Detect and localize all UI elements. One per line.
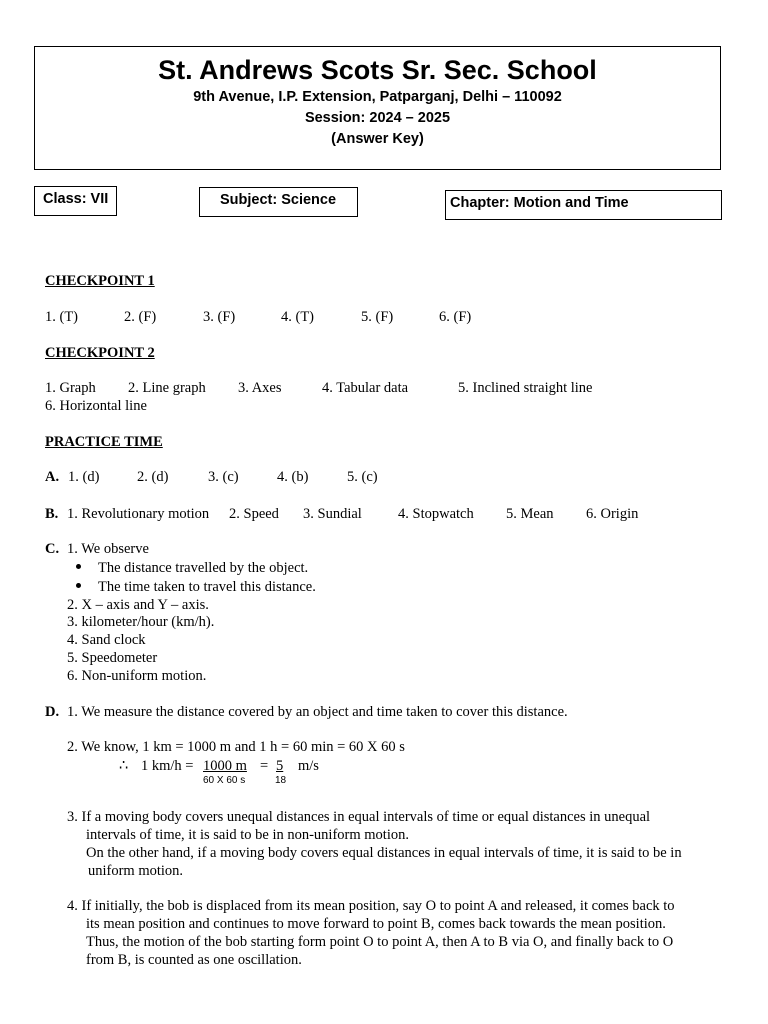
section-c-item: 4. Sand clock — [67, 632, 146, 648]
section-b-answer: 2. Speed — [229, 506, 279, 522]
section-b-answer: 3. Sundial — [303, 506, 362, 522]
section-b-answer: 4. Stopwatch — [398, 506, 474, 522]
school-header — [34, 46, 721, 170]
equation-unit: m/s — [298, 758, 319, 774]
section-c-bullet: The distance travelled by the object. — [98, 560, 309, 576]
section-c-item: 6. Non-uniform motion. — [67, 668, 207, 684]
bullet-icon — [76, 564, 81, 569]
section-d-answer-3-line: On the other hand, if a moving body covers equal distances in equal intervals of time, it is said to be in — [86, 845, 682, 861]
session-line: Session: 2024 – 2025 — [304, 110, 451, 126]
school-address: 9th Avenue, I.P. Extension, Patparganj, Delhi – 110092 — [193, 89, 562, 105]
section-c-item: 2. X – axis and Y – axis. — [67, 597, 209, 613]
subject-box: Subject: Science — [199, 187, 358, 217]
section-d-answer-4-line: Thus, the motion of the bob starting form point O to point A, then A to B via O, and finally back to O — [86, 934, 674, 950]
section-d-answer-4-line: 4. If initially, the bob is displaced from its mean position, say O to point A and released, it comes back to — [67, 898, 675, 914]
equation-equals: = — [260, 758, 269, 774]
section-b-label: B. — [45, 506, 59, 522]
section-d-answer-3-line: intervals of time, it is said to be in non-uniform motion. — [86, 827, 409, 843]
checkpoint1-answer: 2. (F) — [124, 309, 157, 325]
practice-heading: PRACTICE TIME — [45, 434, 163, 450]
section-b-answer: 1. Revolutionary motion — [67, 506, 210, 522]
section-a-answer: 4. (b) — [277, 469, 309, 485]
checkpoint1-answer: 1. (T) — [45, 309, 79, 325]
checkpoint2-answer: 3. Axes — [238, 380, 282, 396]
checkpoint1-answer: 6. (F) — [439, 309, 472, 325]
section-c-item: 3. kilometer/hour (km/h). — [67, 614, 215, 630]
equation-denominator-2: 18 — [275, 775, 287, 786]
checkpoint2-answer: 1. Graph — [45, 380, 96, 396]
section-a-answer: 3. (c) — [208, 469, 239, 485]
section-a-answer: 2. (d) — [137, 469, 169, 485]
section-d-label: D. — [45, 704, 60, 720]
checkpoint2-answer: 6. Horizontal line — [45, 398, 147, 414]
section-c-item: 5. Speedometer — [67, 650, 158, 666]
section-c-label: C. — [45, 541, 60, 557]
section-d-answer-4-line: its mean position and continues to move forward to point B, comes back towards the mean position. — [86, 916, 666, 932]
section-b-answer: 5. Mean — [506, 506, 554, 522]
checkpoint2-heading: CHECKPOINT 2 — [45, 345, 155, 361]
chapter-box: Chapter: Motion and Time — [445, 190, 722, 220]
section-a-answer: 1. (d) — [68, 469, 100, 485]
section-a-answer: 5. (c) — [347, 469, 378, 485]
checkpoint1-heading: CHECKPOINT 1 — [45, 273, 155, 289]
equation-numerator-2: 5 — [276, 758, 284, 774]
school-name: St. Andrews Scots Sr. Sec. School — [158, 55, 597, 85]
class-box: Class: VII — [34, 186, 117, 216]
section-c-item: 1. We observe — [67, 541, 149, 557]
section-c-bullet: The time taken to travel this distance. — [98, 579, 316, 595]
section-d-answer-2: 2. We know, 1 km = 1000 m and 1 h = 60 min = 60 X 60 s — [67, 739, 405, 755]
section-d-answer-3-line: 3. If a moving body covers unequal distances in equal intervals of time or equal distances in unequal — [67, 809, 651, 825]
equation-denominator-1: 60 X 60 s — [203, 775, 246, 786]
checkpoint1-answer: 3. (F) — [203, 309, 236, 325]
checkpoint2-answer: 5. Inclined straight line — [458, 380, 593, 396]
equation-numerator-1: 1000 m — [203, 758, 247, 774]
equation-lhs: 1 km/h = — [141, 758, 194, 774]
checkpoint2-answer: 4. Tabular data — [322, 380, 409, 396]
section-d-answer-4-line: from B, is counted as one oscillation. — [86, 952, 302, 968]
section-b-answer: 6. Origin — [586, 506, 639, 522]
checkpoint2-answer: 2. Line graph — [128, 380, 206, 396]
document-type: (Answer Key) — [331, 131, 424, 147]
section-d-answer-1: 1. We measure the distance covered by an object and time taken to cover this distance. — [67, 704, 568, 720]
section-d-answer-3-line: uniform motion. — [88, 863, 184, 879]
checkpoint1-answer: 5. (F) — [361, 309, 394, 325]
therefore-symbol: ∴ — [119, 758, 129, 774]
bullet-icon — [76, 583, 81, 588]
checkpoint1-answer: 4. (T) — [281, 309, 315, 325]
section-a-label: A. — [45, 469, 60, 485]
